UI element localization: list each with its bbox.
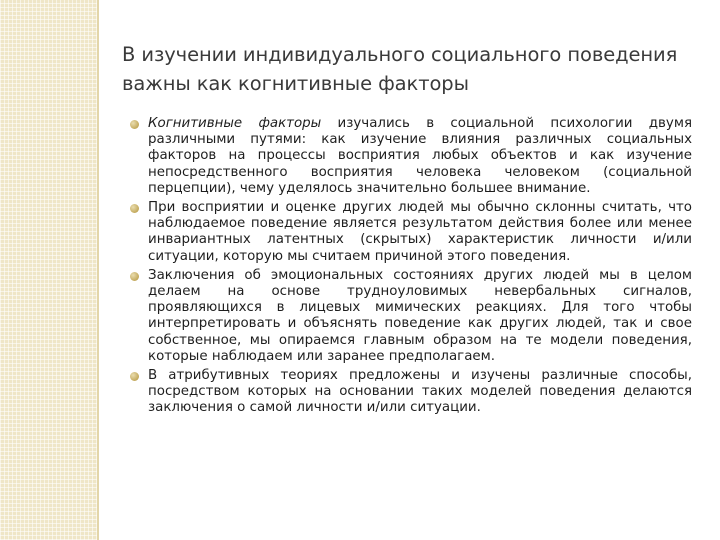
bullet-marker-icon <box>130 372 139 381</box>
decorative-left-band <box>0 0 97 540</box>
slide-title-line-1: В изучении индивидуального социального поведения <box>122 43 678 66</box>
bullet-item-cognitive-factors <box>130 116 692 197</box>
bullet-text: При восприятии и оценке других людей мы обычно склонны считать, что наблюдаемое поведение является результатом действия более или менее инвариантных латентных (скрытых) характеристик личности и/или ситуации, которую мы считаем причиной этого поведения. <box>148 200 692 264</box>
slide-title <box>122 40 702 98</box>
bullet-item-attribution-theories <box>130 368 692 417</box>
bullet-lead-italic: Когнитивные факторы <box>148 116 322 131</box>
bullet-text: изучались в социальной психологии двумя различными путями: как изучение влияния различных социальных факторов на процессы восприятия любых объектов и как изучение непосредственного восприятия человека человеком (социальной перцепции), чему уделялось значительно большее внимание. <box>148 116 692 196</box>
decorative-band-edge <box>97 0 99 540</box>
bullet-item-perception <box>130 200 692 265</box>
bullet-text: Заключения об эмоциональных состояниях других людей мы в целом делаем на основе трудноуловимых невербальных сигналов, проявляющихся в лицевых мимических реакциях. Для того чтобы интерпретировать и объяснять поведение как других людей, так и свое собственное, мы опираемся главным образом на те модели поведения, которые наблюдаем или заранее предполагаем. <box>148 267 692 364</box>
bullet-item-emotional-states <box>130 268 692 365</box>
bullet-list <box>130 116 692 420</box>
bullet-marker-icon <box>130 272 139 281</box>
bullet-marker-icon <box>130 120 139 129</box>
slide-title-line-2: важны как когнитивные факторы <box>122 72 469 95</box>
bullet-marker-icon <box>130 204 139 213</box>
bullet-text: В атрибутивных теориях предложены и изучены различные способы, посредством которых на основании таких моделей поведения делаются заключения о самой личности и/или ситуации. <box>148 368 692 416</box>
